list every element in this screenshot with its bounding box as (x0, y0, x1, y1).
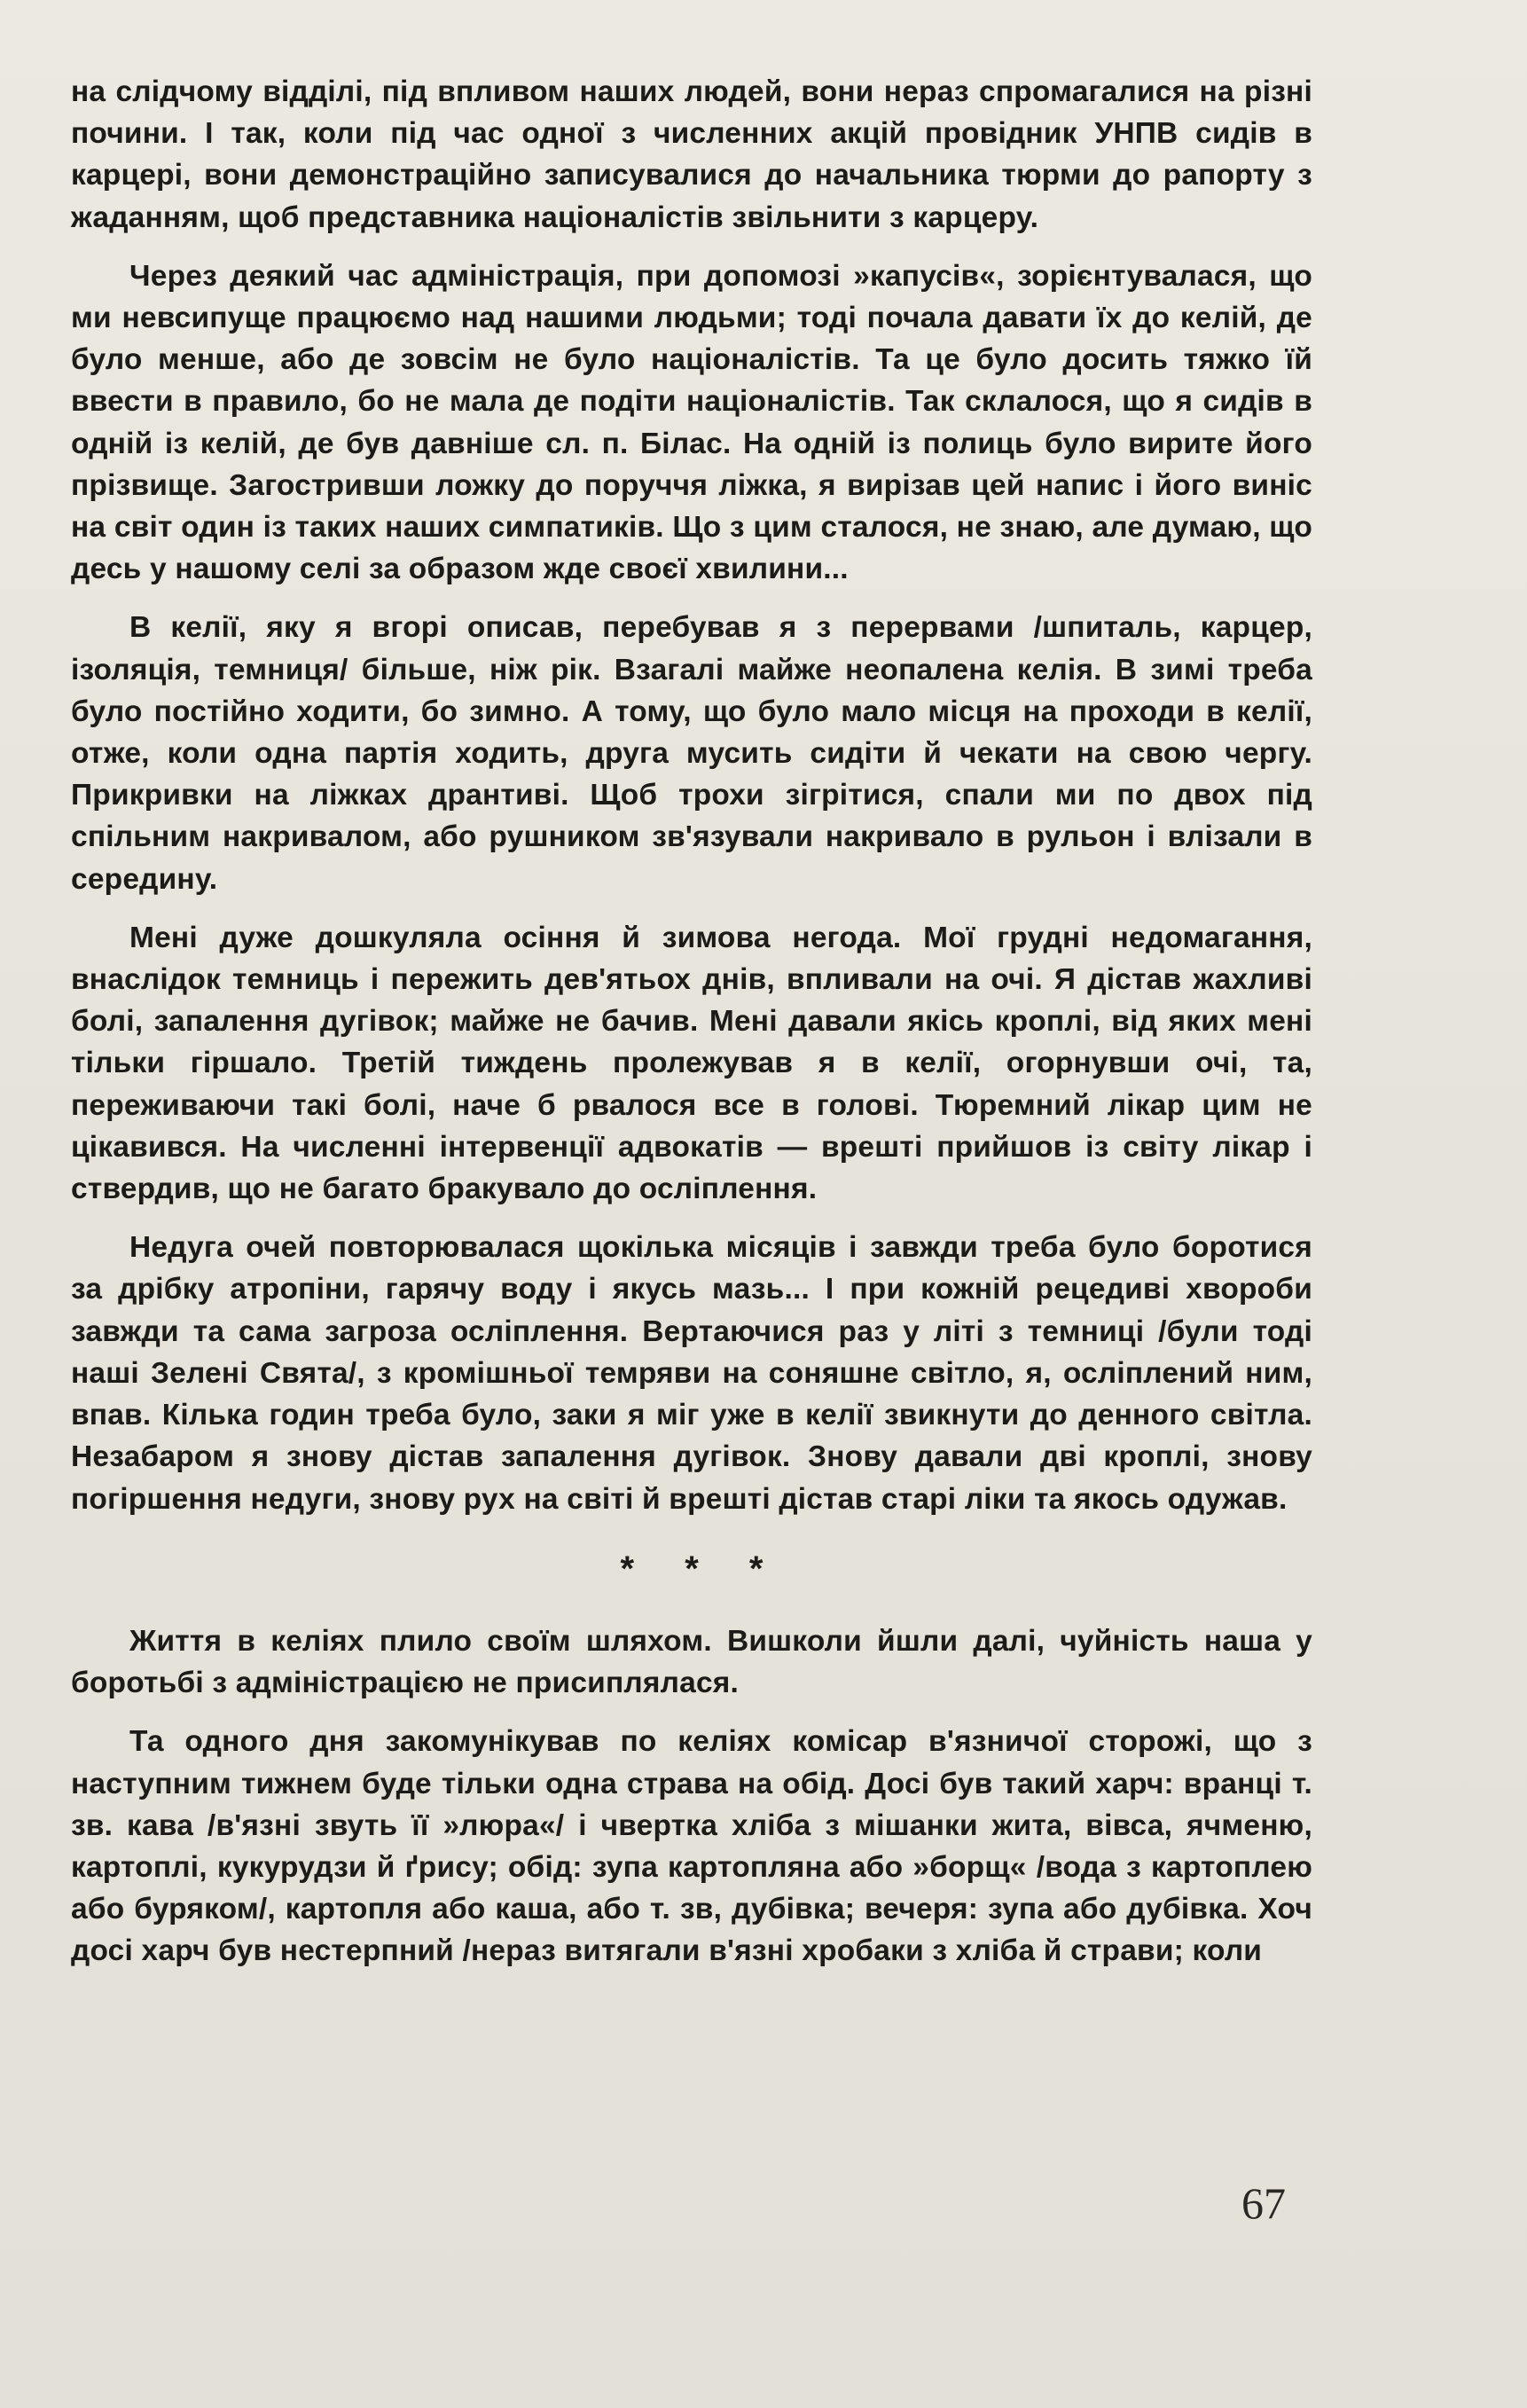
body-text (71, 71, 1312, 1973)
paragraph: Та одного дня закомунікував по келіях комісар в'язничої сторожі, що з наступним тижнем буде тільки одна страва на обід. Досі був такий харч: вранці т. зв. кава /в'язні звуть її »люра«/ і чвертка хліба з мішанки жита, вівса, ячменю, картоплі, кукурудзи й ґрису; обід: зупа картопляна або »борщ« /вода з картоплею або буряком/, картопля або каша, або т. зв, дубівка; вечеря: зупа або дубівка. Хоч досі харч був нестерпний /нераз витягали в'язні хробаки з хліба й страви; коли (71, 1725, 1312, 1968)
paragraph: Життя в келіях плило своїм шляхом. Вишколи йшли далі, чуйність наша у боротьбі з адміністрацією не присиплялася. (71, 1624, 1312, 1700)
paragraph: на слідчому відділі, під впливом наших людей, вони нераз спромагалися на різні почини. І так, коли під час одної з численних акцій провідник УНПВ сидів в карцері, вони демонстраційно записувалися до начальника тюрми до рапорту з жаданням, щоб представника націоналістів звільнити з карцеру. (71, 75, 1312, 234)
paragraph: Мені дуже дошкуляла осіння й зимова негода. Мої грудні недомагання, внаслідок темниць і пережить дев'ятьох днів, впливали на очі. Я дістав жахливі болі, запалення дугівок; майже не бачив. Мені давали якісь кроплі, від яких мені тільки гіршало. Третій тиждень пролежував я в келії, огорнувши очі, та, переживаючи такі болі, наче б рвалося все в голові. Тюремний лікар цим не цікавився. На численні інтервенції адвокатів — врешті прийшов із світу лікар і ствердив, що не багато бракувало до осліплення. (71, 921, 1312, 1206)
paragraph: В келії, яку я вгорі описав, перебував я з перервами /шпиталь, карцер, ізоляція, темниця/ більше, ніж рік. Взагалі майже неопалена келія. В зимі треба було постійно ходити, бо зимно. А тому, що було мало місця на проходи в келії, отже, коли одна партія ходить, друга мусить сидіти й чекати на свою чергу. Прикривки на ліжках дрантиві. Щоб трохи зігрітися, спали ми по двох під спільним накривалом, або рушником зв'язували накривало в рульон і влізали в середину. (71, 611, 1312, 896)
paragraph: Недуга очей повторювалася щокілька місяців і завжди треба було боротися за дрібку атропіни, гарячу воду і якусь мазь... І при кожній рецедиві хвороби завжди та сама загроза осліплення. Вертаючися раз у літі з темниці /були тоді наші Зелені Свята/, з кромішньої темряви на соняшне світло, я, осліплений ним, впав. Кілька годин треба було, заки я міг уже в келії звикнути до денного світла. Незабаром я знову дістав запалення дугівок. Знову давали дві кроплі, знову погіршення недуги, знову рух на світі й врешті дістав старі ліки та якось одужав. (71, 1231, 1312, 1516)
section-separator: * * * (620, 1549, 764, 1588)
page-number: 67 (1241, 2178, 1286, 2228)
paragraph: Через деякий час адміністрація, при допомозі »капусів«, зорієнтувалася, що ми невсипуще працюємо над нашими людьми; тоді почала давати їх до келій, де було менше, або де зовсім не було націоналістів. Та це було досить тяжко їй ввести в правило, бо не мала де подіти націоналістів. Так склалося, що я сидів в одній із келій, де був давніше сл. п. Білас. На одній із полиць було вирите його прізвище. Загостривши ложку до поруччя ліжка, я вирізав цей напис і його виніс на світ один із таких наших симпатиків. Що з цим сталося, не знаю, але думаю, що десь у нашому селі за образом жде своєї хвилини... (71, 259, 1312, 586)
